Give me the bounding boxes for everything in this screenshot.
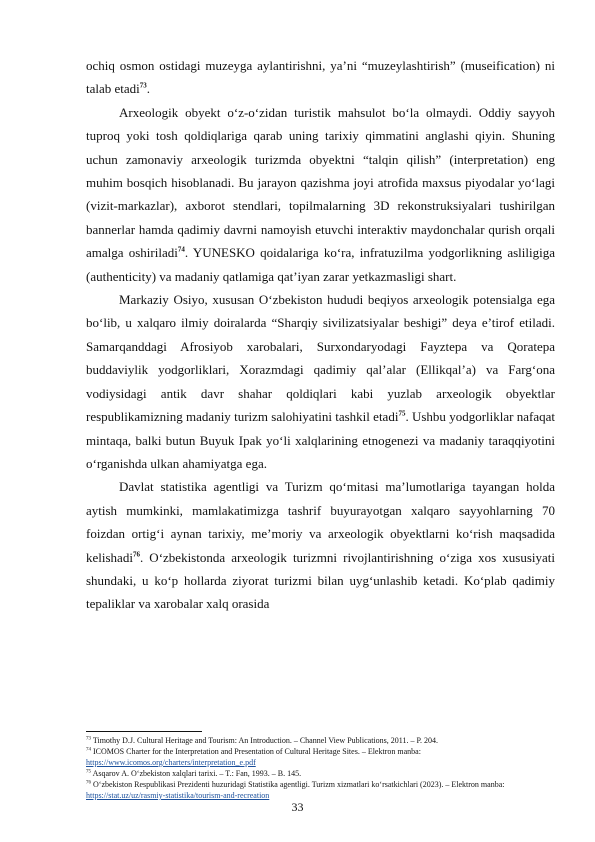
paragraph-central-asia: Markaziy Osiyo, xususan O‘zbekiston hududi beqiyos arxeologik potensialga ega bo‘lib, u xalqaro ilmiy doiralarda “Sharqiy sivilizatsiyalar beshigi” deya e’tirof etiladi. Samarqanddagi Afrosiyob xarobalari, Surxondaryodagi Fayztepa va Qoratepa buddaviylik yodgorliklari, Xorazmdagi qadimiy qal’alar (Ellikqal’a) va Farg‘ona vodiysidagi antik davr shahar qoldiqlari kabi yuzlab arxeologik obyektlar respublikamizning madaniy turizm salohiyatini tashkil etadi$^{75}$. Ushbu yodgorliklar nafaqat mintaqa, balki butun Buyuk Ipak yo‘li xalqlarining etnogenezi va madaniy taraqqiyotini o‘rganishda ulkan ahamiyatga ega. [86,292,556,471]
footnote-ref-74[interactable]: 74 [177,245,185,254]
paragraph-interpretation: Arxeologik obyekt o‘z-o‘zidan turistik mahsulot bo‘la olmaydi. Oddiy sayyoh tuproq yoki tosh qoldiqlariga qarab uning tarixiy qimmatini anglashi qiyin. Shuning uchun zamonaviy arxeologik turizmda obyektni “talqin qilish” (interpretation) eng muhim bosqich hisoblanadi. Bu jarayon qazishma joyi atrofida maxsus piyodalar yo‘lagi (vizit-markazlar), axborot stendlari, topilmalarning 3D rekonstruksiyalari tushirilgan bannerlar hamda qadimiy davrni namoyish etuvchi interaktiv maydonchalar qurish orqali amalga oshiriladi$^{74}$. YUNESKO qoidalariga ko‘ra, infratuzilma yodgorlikning asliligiga (authenticity) va madaniy qatlamiga qat’iyan zarar yetkazmasligi shart. [86,104,556,284]
footnote-73: $^{73}$ Timothy D.J. Cultural Heritage and Tourism: An Introduction. – Channel View Publications, 2011. – P. 204. [86,736,439,745]
footnote-divider [86,731,202,732]
paragraph-statistics: Davlat statistika agentligi va Turizm qo‘mitasi ma’lumotlariga tayangan holda aytish mumkinki, mamlakatimizga tashrif buyurayotgan xalqaro sayyohlarning 70 foizdan ortig‘i aynan tarixiy, me’moriy va arxeologik obyektlarni ko‘rish maqsadida kelishadi$^{76}$. O‘zbekistonda arxeologik turizmni rivojlantirishning o‘ziga xos xususiyati shundaki, u ko‘p hollarda ziyorat turizmi bilan uyg‘unlashib ketadi. Ko‘plab qadimiy tepaliklar va xarobalar xalq orasida [86,479,555,612]
footnote-76-link[interactable]: https://stat.uz/uz/rasmiy-statistika/tourism-and-recreation [86,791,270,800]
footnote-ref-75[interactable]: 75 [398,409,406,418]
paragraph-continuation: ochiq osmon ostidagi muzeyga aylantirishni, ya’ni “muzeylashtirish” (museification) ni talab etadi$^{73}$. [86,58,555,97]
page-number: 33 [291,800,304,814]
footnote-ref-76[interactable]: 76 [132,550,140,559]
footnote-75: $^{75}$ Asqarov A. O‘zbekiston xalqlari tarixi. – T.: Fan, 1993. – B. 145. [86,769,302,778]
footnotes [86,731,555,801]
footnote-ref-73[interactable]: 73 [139,82,147,91]
footnote-76: $^{76}$ O‘zbekiston Respublikasi Prezidenti huzuridagi Statistika agentligi. Turizm xizmatlari ko‘rsatkichlari (2023). – Elektron manba: https://stat.uz/uz/rasmiy-statistika/tourism-and-recreation [86,780,505,800]
footnote-74-link[interactable]: https://www.icomos.org/charters/interpretation_e.pdf [86,758,256,767]
footnote-74: $^{74}$ ICOMOS Charter for the Interpretation and Presentation of Cultural Heritage Sites. – Elektron manba: https://www.icomos.org/charters/interpretation_e.pdf [86,747,421,767]
page-body [86,54,555,616]
